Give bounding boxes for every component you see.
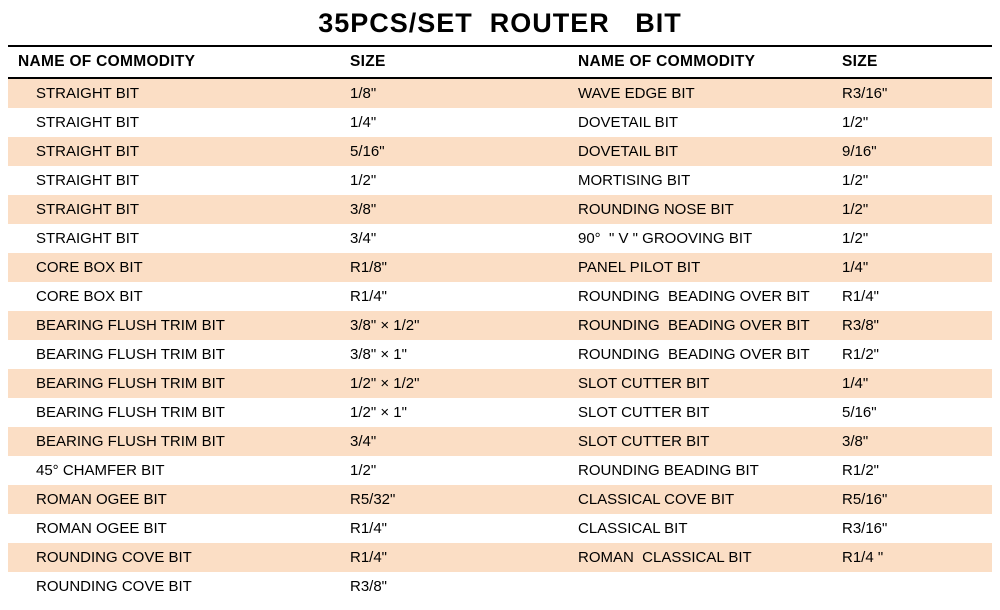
cell-size: 3/8" [350,201,377,218]
table-body-right [500,79,992,572]
table-row [8,456,500,485]
cell-commodity-name: STRAIGHT BIT [36,85,140,102]
cell-size: 3/4" [350,433,377,450]
cell-size: 1/2" × 1/2" [350,375,420,392]
cell-commodity-name: 90° " V " GROOVING BIT [578,230,753,247]
header-name-of-commodity-left: NAME OF COMMODITY [18,53,196,70]
cell-commodity-name: DOVETAIL BIT [578,114,679,131]
cell-size: 1/2" [842,114,869,131]
table-row [8,543,500,572]
cell-commodity-name: BEARING FLUSH TRIM BIT [36,404,225,421]
cell-commodity-name: SLOT CUTTER BIT [578,404,710,421]
header-name-of-commodity-right: NAME OF COMMODITY [578,53,756,70]
cell-commodity-name: ROUNDING COVE BIT [36,549,192,566]
cell-size: 1/2" [842,172,869,189]
cell-size: R1/2" [842,346,880,363]
cell-commodity-name: STRAIGHT BIT [36,172,140,189]
table-row [8,369,500,398]
cell-size: R5/32" [350,491,396,508]
cell-commodity-name: ROUNDING NOSE BIT [578,201,734,218]
cell-commodity-name: STRAIGHT BIT [36,230,140,247]
table-row [8,398,500,427]
table-row [8,514,500,543]
header-size-right: SIZE [842,53,878,70]
cell-size: 3/8" × 1/2" [350,317,420,334]
table-right-column [500,47,992,601]
cell-size: 3/4" [350,230,377,247]
cell-commodity-name: ROUNDING COVE BIT [36,578,192,595]
router-bit-table [0,47,1000,601]
table-row [500,369,992,398]
cell-size: R1/4" [350,288,388,305]
cell-size: R1/2" [842,462,880,479]
cell-size: 1/8" [350,85,377,102]
cell-size: R3/16" [842,520,888,537]
table-row [500,166,992,195]
table-row [500,311,992,340]
table-row [8,340,500,369]
table-row [500,456,992,485]
cell-commodity-name: STRAIGHT BIT [36,143,140,160]
cell-commodity-name: MORTISING BIT [578,172,691,189]
table-header-row-right [500,47,992,77]
table-row [8,224,500,253]
cell-commodity-name: ROMAN OGEE BIT [36,491,167,508]
table-row [500,543,992,572]
cell-commodity-name: CORE BOX BIT [36,259,143,276]
table-row [500,514,992,543]
table-row [8,485,500,514]
cell-size: 5/16" [842,404,877,421]
cell-size: 1/2" [842,201,869,218]
cell-size: R3/8" [350,578,388,595]
cell-size: 1/4" [842,259,869,276]
cell-size: R1/4" [842,288,880,305]
cell-commodity-name: CORE BOX BIT [36,288,143,305]
cell-commodity-name: ROUNDING BEADING OVER BIT [578,346,810,363]
cell-commodity-name: ROMAN CLASSICAL BIT [578,549,752,566]
table-row [500,108,992,137]
page-title: 35PCS/SET ROUTER BIT [318,8,682,38]
cell-commodity-name: ROUNDING BEADING BIT [578,462,759,479]
cell-commodity-name: DOVETAIL BIT [578,143,679,160]
table-left-column [8,47,500,601]
cell-commodity-name: BEARING FLUSH TRIM BIT [36,375,225,392]
table-row [8,108,500,137]
cell-commodity-name: ROUNDING BEADING OVER BIT [578,317,810,334]
table-header-row-left [8,47,500,77]
cell-size: 1/4" [350,114,377,131]
table-row [8,166,500,195]
cell-commodity-name: ROMAN OGEE BIT [36,520,167,537]
cell-size: 1/2" [842,230,869,247]
cell-commodity-name: BEARING FLUSH TRIM BIT [36,317,225,334]
cell-commodity-name: CLASSICAL BIT [578,520,688,537]
header-size-left: SIZE [350,53,386,70]
cell-size: R3/8" [842,317,880,334]
cell-commodity-name: STRAIGHT BIT [36,114,140,131]
table-row [500,340,992,369]
table-row [500,485,992,514]
table-row [500,79,992,108]
table-body-left [8,79,500,601]
table-row [8,427,500,456]
cell-size: 9/16" [842,143,877,160]
table-row [500,137,992,166]
cell-size: 1/4" [842,375,869,392]
table-row [500,427,992,456]
cell-size: R1/8" [350,259,388,276]
cell-commodity-name: SLOT CUTTER BIT [578,433,710,450]
table-row [8,311,500,340]
cell-commodity-name: ROUNDING BEADING OVER BIT [578,288,810,305]
cell-commodity-name: PANEL PILOT BIT [578,259,701,276]
table-row [8,572,500,601]
table-row [500,253,992,282]
cell-size: R1/4" [350,549,388,566]
table-row [8,137,500,166]
cell-size: R1/4" [350,520,388,537]
cell-size: 1/2" [350,172,377,189]
cell-commodity-name: BEARING FLUSH TRIM BIT [36,433,225,450]
table-row [500,195,992,224]
cell-commodity-name: CLASSICAL COVE BIT [578,491,735,508]
cell-commodity-name: 45° CHAMFER BIT [36,462,165,479]
cell-size: 1/2" [350,462,377,479]
table-row [500,224,992,253]
cell-size: 1/2" × 1" [350,404,407,421]
table-row [8,195,500,224]
table-row [500,398,992,427]
table-row [8,79,500,108]
cell-commodity-name: WAVE EDGE BIT [578,85,695,102]
cell-size: 3/8" [842,433,869,450]
table-row [8,253,500,282]
cell-size: R3/16" [842,85,888,102]
cell-commodity-name: BEARING FLUSH TRIM BIT [36,346,225,363]
cell-size: R1/4 " [842,549,884,566]
table-row [8,282,500,311]
cell-size: R5/16" [842,491,888,508]
cell-size: 5/16" [350,143,385,160]
cell-commodity-name: STRAIGHT BIT [36,201,140,218]
cell-size: 3/8" × 1" [350,346,407,363]
table-row [500,282,992,311]
cell-commodity-name: SLOT CUTTER BIT [578,375,710,392]
